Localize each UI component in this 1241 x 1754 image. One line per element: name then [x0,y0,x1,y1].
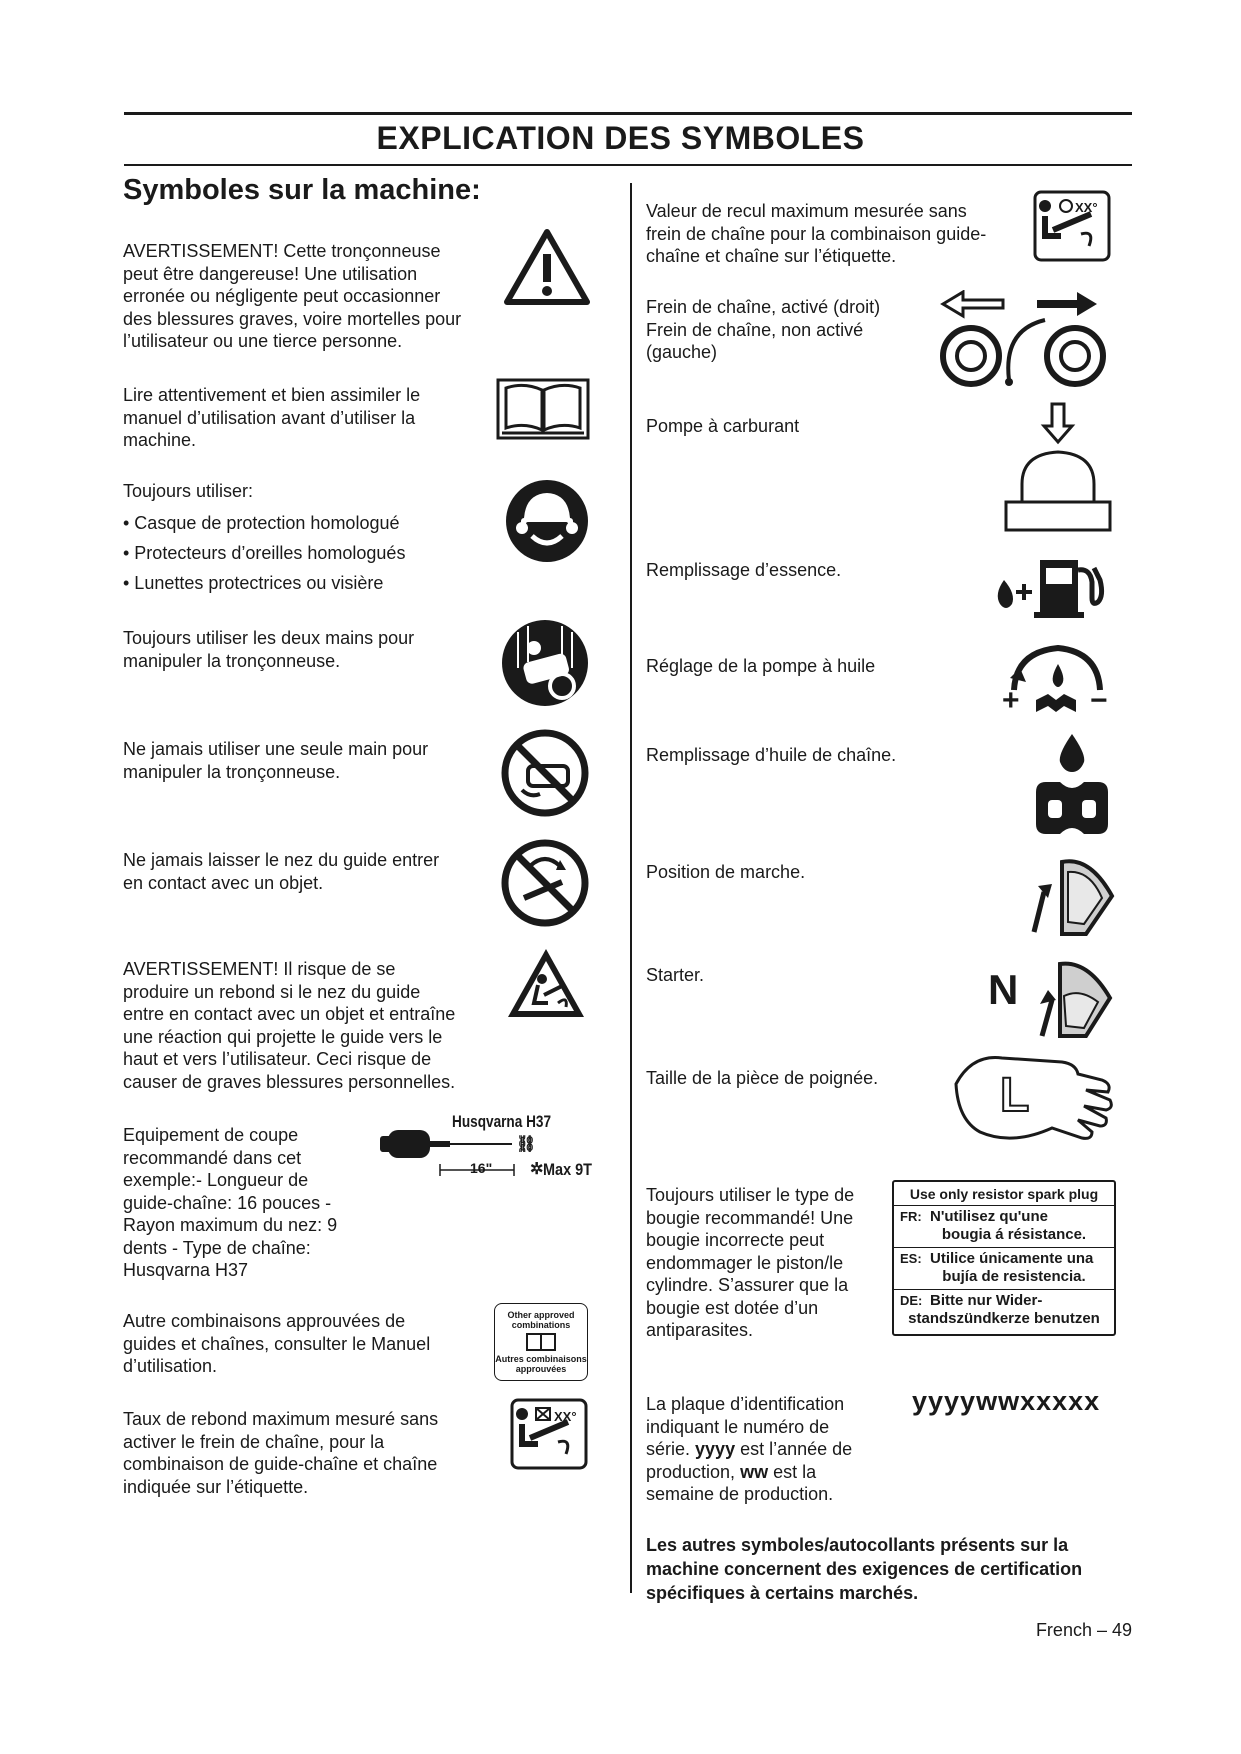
recoil-value-icon [1033,190,1111,262]
section-subtitle: Symboles sur la machine: [123,174,481,206]
warning-triangle-icon [503,228,591,306]
cutting-equipment-text: Equipement de coupe recommandé dans cet exemple:- Longueur de guide-chaîne: 16 pouces - Rayon maximum du nez: 9 dents - Type de chaîne: Husqvarna H37 [123,1125,338,1280]
spark-plug-title: Use only resistor spark plug [894,1182,1114,1206]
title-rule [124,164,1132,166]
fuel-pump-icon [1000,402,1116,534]
serial-format: yyyywwxxxxx [912,1386,1101,1416]
kickback-rate-text: Taux de rebond maximum mesuré sans activer le frein de chaîne, pour la combinaison de guide-chaîne et chaîne indiquée sur l’étiquette. [123,1409,439,1497]
column-divider [630,183,632,1593]
ppe-list [123,508,405,598]
oil-minus-label: − [1090,684,1108,717]
bar-length-label: 16" [470,1160,493,1176]
nose-contact-text: Ne jamais laisser le nez du guide entrer en contact avec un objet. [123,850,440,893]
no-one-hand-icon [500,728,590,818]
run-position-icon [1020,852,1116,944]
spark-plug-label [892,1180,1116,1336]
certification-note: Les autres symboles/autocollants présents sur la machine concernent des exigences de certification spécifiques à certains marchés. [646,1535,1083,1603]
id-plate-text: La plaque d’identification indiquant le numéro de série. yyyy est l’année de production, ww est la semaine de production. [646,1394,853,1504]
book-icon [496,378,590,440]
list-item: • Protecteurs d’oreilles homologués [123,543,406,563]
chain-oil-text: Remplissage d’huile de chaîne. [646,745,897,765]
chain-brake-icon [933,290,1113,390]
recoil-text: Valeur de recul maximum mesurée sans frein de chaîne pour la combinaison guide- chaîne et chaîne sur l’étiquette. [646,201,987,266]
other-combos-text: Autre combinaisons approuvées de guides et chaînes, consulter le Manuel d’utilisation. [123,1311,431,1376]
spark-de: DE: Bitte nur Wider- standszündkerze benutzen [900,1292,1100,1327]
list-item: • Casque de protection homologué [123,513,400,533]
run-position-text: Position de marche. [646,862,806,882]
oil-pump-text: Réglage de la pompe à huile [646,656,876,676]
other-combinations-icon: Other approved combinations Autres combinaisons approuvées [494,1303,588,1381]
fuel-pump-text: Pompe à carburant [646,416,800,436]
kickback-xx-label: XX° [554,1409,577,1424]
fuel-fill-text: Remplissage d’essence. [646,560,842,580]
spark-es: ES: Utilice únicamente una bujía de resistencia. [894,1248,1114,1290]
manual-text: Lire attentivement et bien assimiler le manuel d’utilisation avant d’utiliser la machine. [123,385,421,450]
page-title: EXPLICATION DES SYMBOLES [376,120,865,156]
handle-letter: L [1000,1069,1030,1122]
list-item: • Lunettes protectrices ou visière [123,573,384,593]
choke-letter: N [988,966,1019,1013]
kickback-warning-text: AVERTISSEMENT! Il risque de se produire un rebond si le nez du guide entre en contact avec un objet et entraîne une réaction qui projette le guide vers le haut et vers l’utilisateur. Ceci risque de causer de graves blessures personnelles. [123,959,456,1092]
svg-text:✲: ✲ [530,1161,544,1178]
spark-fr: FR: N'utilisez qu'une bougia á résistance. [894,1206,1114,1248]
chain-oil-icon [1030,732,1114,842]
two-hands-icon [500,618,590,708]
always-use-label: Toujours utiliser: [123,481,254,501]
no-nose-contact-icon [500,838,590,928]
oil-plus-label: + [1002,684,1020,717]
chain-brand-label: Husqvarna H37 [452,1112,552,1131]
one-hand-text: Ne jamais utiliser une seule main pour manipuler la tronçonneuse. [123,739,429,782]
helmet-ppe-icon [504,478,590,564]
two-hands-text: Toujours utiliser les deux mains pour manipuler la tronçonneuse. [123,628,415,671]
warning-text: AVERTISSEMENT! Cette tronçonneuse peut être dangereuse! Une utilisation erronée ou négligente peut occasionner des blessures graves, voire mortelles pour l’utilisateur ou une tierce personne. [123,241,462,351]
recoil-xx-label: XX° [1075,200,1098,215]
max-teeth-label: Max 9T [543,1160,592,1179]
fuel-fill-icon [990,550,1114,620]
spark-plug-text: Toujours utiliser le type de bougie recommandé! Une bougie incorrecte peut endommager le piston/le cylindre. S’assurer que la bougie est dotée d’un antiparasites. [646,1185,855,1340]
top-rule [124,112,1132,115]
handle-size-text: Taille de la pièce de poignée. [646,1068,879,1088]
page-number: French – 49 [1035,1620,1132,1640]
kickback-warning-icon [504,945,588,1021]
starter-text: Starter. [646,965,705,985]
chain-brake-text: Frein de chaîne, activé (droit) Frein de chaîne, non activé (gauche) [646,297,881,362]
handle-size-icon [952,1050,1116,1150]
chain-link-icon: ⛓ [516,1136,537,1153]
